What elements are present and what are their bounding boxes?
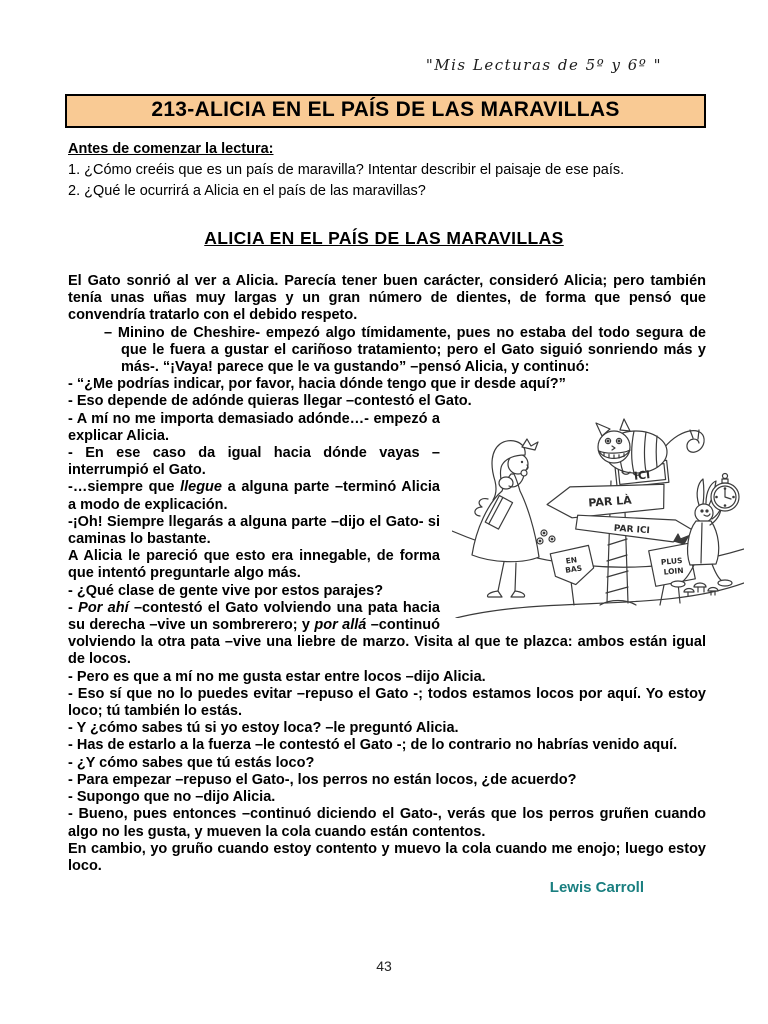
story-illustration	[452, 413, 744, 618]
story-paragraph: - En ese caso da igual hacia dónde vayas – interrumpió el Gato.	[68, 445, 440, 479]
lesson-title: 213-ALICIA EN EL PAÍS DE LAS MARAVILLAS	[151, 98, 620, 121]
pre-reading-heading: Antes de comenzar la lectura:	[68, 141, 274, 157]
story-paragraph: -…siempre que llegue a alguna parte –terminó Alicia a modo de explicación.	[68, 479, 440, 513]
alice-cheshire-illustration	[452, 413, 744, 618]
story-title: ALICIA EN EL PAÍS DE LAS MARAVILLAS	[204, 228, 564, 248]
pre-reading-section	[68, 139, 708, 202]
story-paragraph: - Has de estarlo a la fuerza –le contestó el Gato -; de lo contrario no habrías venido aquí.	[68, 737, 678, 754]
sign-label-bas: BAS	[564, 563, 583, 575]
sign-label-par-ici: PAR ICI	[613, 523, 651, 536]
collection-header: "Mis Lecturas de 5º y 6º "	[425, 56, 662, 74]
story-paragraph: - Por ahí –contestó el Gato volviendo una pata hacia su derecha –vive un sombrerero; y por allá –continuó volviendo la otra pata –vive una liebre de marzo. Visita al que te plazca: ambos están igual de locos.	[68, 599, 706, 668]
story-paragraph: - Pero es que a mí no me gusta estar entre locos –dijo Alicia.	[68, 668, 486, 685]
story-paragraph: - Y ¿cómo sabes tú si yo estoy loca? –le preguntó Alicia.	[68, 720, 459, 737]
sign-label-ici: ICI	[633, 467, 651, 483]
lesson-title-banner	[65, 94, 706, 128]
page-number: 43	[376, 958, 392, 974]
pocket-watch	[711, 473, 739, 519]
sign-label-par-la: PAR LÀ	[587, 493, 633, 510]
story-paragraph: El Gato sonrió al ver a Alicia. Parecía tener buen carácter, consideró Alicia; pero también tenía unas uñas muy largas y un gran número de dientes, de forma que pensó que convendría tratarlo con el debido respeto.	[68, 273, 706, 324]
story-paragraph: - Bueno, pues entonces –continuó diciendo el Gato-, verás que los perros gruñen cuando algo no les gusta, y mueven la cola cuando están contentos.	[68, 806, 706, 840]
story-part2	[68, 411, 706, 875]
story-paragraph: - Eso sí que no lo puedes evitar –repuso el Gato -; todos estamos locos por aquí. Yo estoy loco; tú también lo estás.	[68, 685, 706, 720]
story-paragraph: - A mí no me importa demasiado adónde…- empezó a explicar Alicia.	[68, 410, 440, 444]
sign-label-en: EN	[565, 554, 578, 566]
story-paragraph: En cambio, yo gruño cuando estoy contento y muevo la cola cuando me enojo; luego estoy loco.	[68, 840, 706, 874]
flowers	[537, 530, 555, 544]
story-paragraph: – Minino de Cheshire- empezó algo tímidamente, pues no estaba del todo segura de que le fuera a gustar el cariñoso tratamiento; pero el Gato siguió sonriendo más y más-. “¡Vaya! parece que le va gustando” –pensó Alicia, y continuó:	[104, 324, 706, 376]
story-paragraph: - ¿Qué clase de gente vive por estos parajes?	[68, 582, 384, 599]
sign-label-plus: PLUS	[660, 555, 683, 567]
story-paragraph: A Alicia le pareció que esto era innegable, de forma que intentó preguntarle algo más.	[68, 548, 440, 582]
story-body	[68, 273, 706, 896]
pre-reading-question-2: 2. ¿Qué le ocurrirá a Alicia en el país de las maravillas?	[68, 183, 426, 199]
story-paragraph: - Para empezar –repuso el Gato-, los perros no están locos, ¿de acuerdo?	[68, 771, 577, 788]
story-part1	[68, 273, 706, 411]
story-paragraph: - Supongo que no –dijo Alicia.	[68, 789, 276, 806]
story-paragraph: -¡Oh! Siempre llegarás a alguna parte –dijo el Gato- si caminas lo bastante.	[68, 513, 440, 548]
pre-reading-question-1: 1. ¿Cómo creéis que es un país de maravilla? Intentar describir el paisaje de ese país.	[68, 162, 625, 178]
author-credit: Lewis Carroll	[549, 879, 644, 897]
cheshire-cat	[596, 419, 704, 475]
story-paragraph: - Eso depende de adónde quieras llegar –contestó el Gato.	[68, 393, 472, 410]
alice-figure	[472, 439, 539, 597]
story-paragraph: - ¿Y cómo sabes que tú estás loco?	[68, 754, 315, 771]
story-paragraph: - “¿Me podrías indicar, por favor, hacia dónde tengo que ir desde aquí?”	[68, 376, 566, 393]
sign-label-loin: LOIN	[663, 565, 684, 577]
